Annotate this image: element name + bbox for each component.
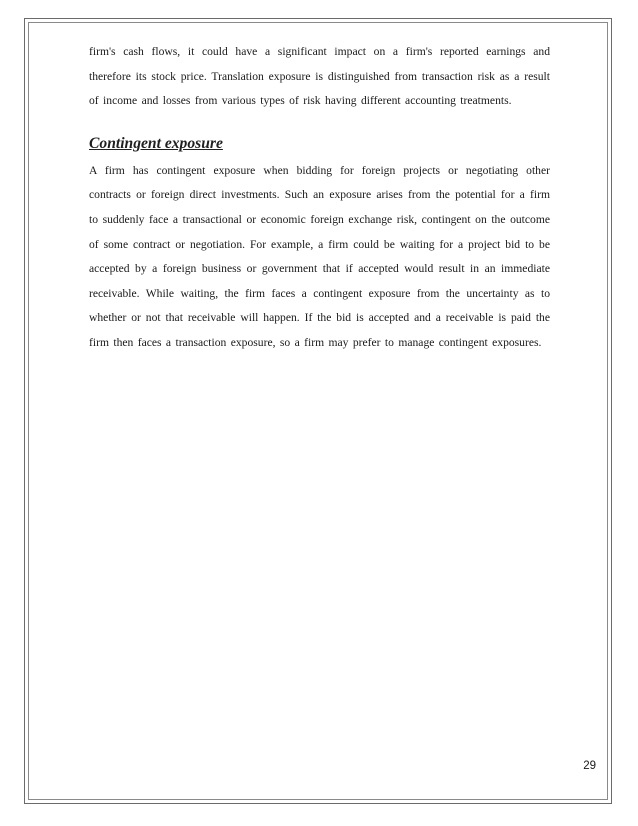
page-content: [89, 40, 550, 356]
page-number: 29: [583, 760, 596, 772]
paragraph-translation-exposure: firm's cash flows, it could have a significant impact on a firm's reported earnings and therefore its stock price. Translation exposure is distinguished from transaction risk as a result of income and losses from various types of risk having different accounting treatments.: [89, 45, 550, 108]
section-heading-contingent-exposure: Contingent exposure: [89, 134, 223, 152]
paragraph-contingent-exposure: A firm has contingent exposure when bidding for foreign projects or negotiating other contracts or foreign direct investments. Such an exposure arises from the potential for a firm to suddenly face a transactional or economic foreign exchange risk, contingent on the outcome of some contract or negotiation. For example, a firm could be waiting for a project bid to be accepted by a foreign business or government that if accepted would result in an immediate receivable. While waiting, the firm faces a contingent exposure from the uncertainty as to whether or not that receivable will happen. If the bid is accepted and a receivable is paid the firm then faces a transaction exposure, so a firm may prefer to manage contingent exposures.: [89, 163, 550, 349]
